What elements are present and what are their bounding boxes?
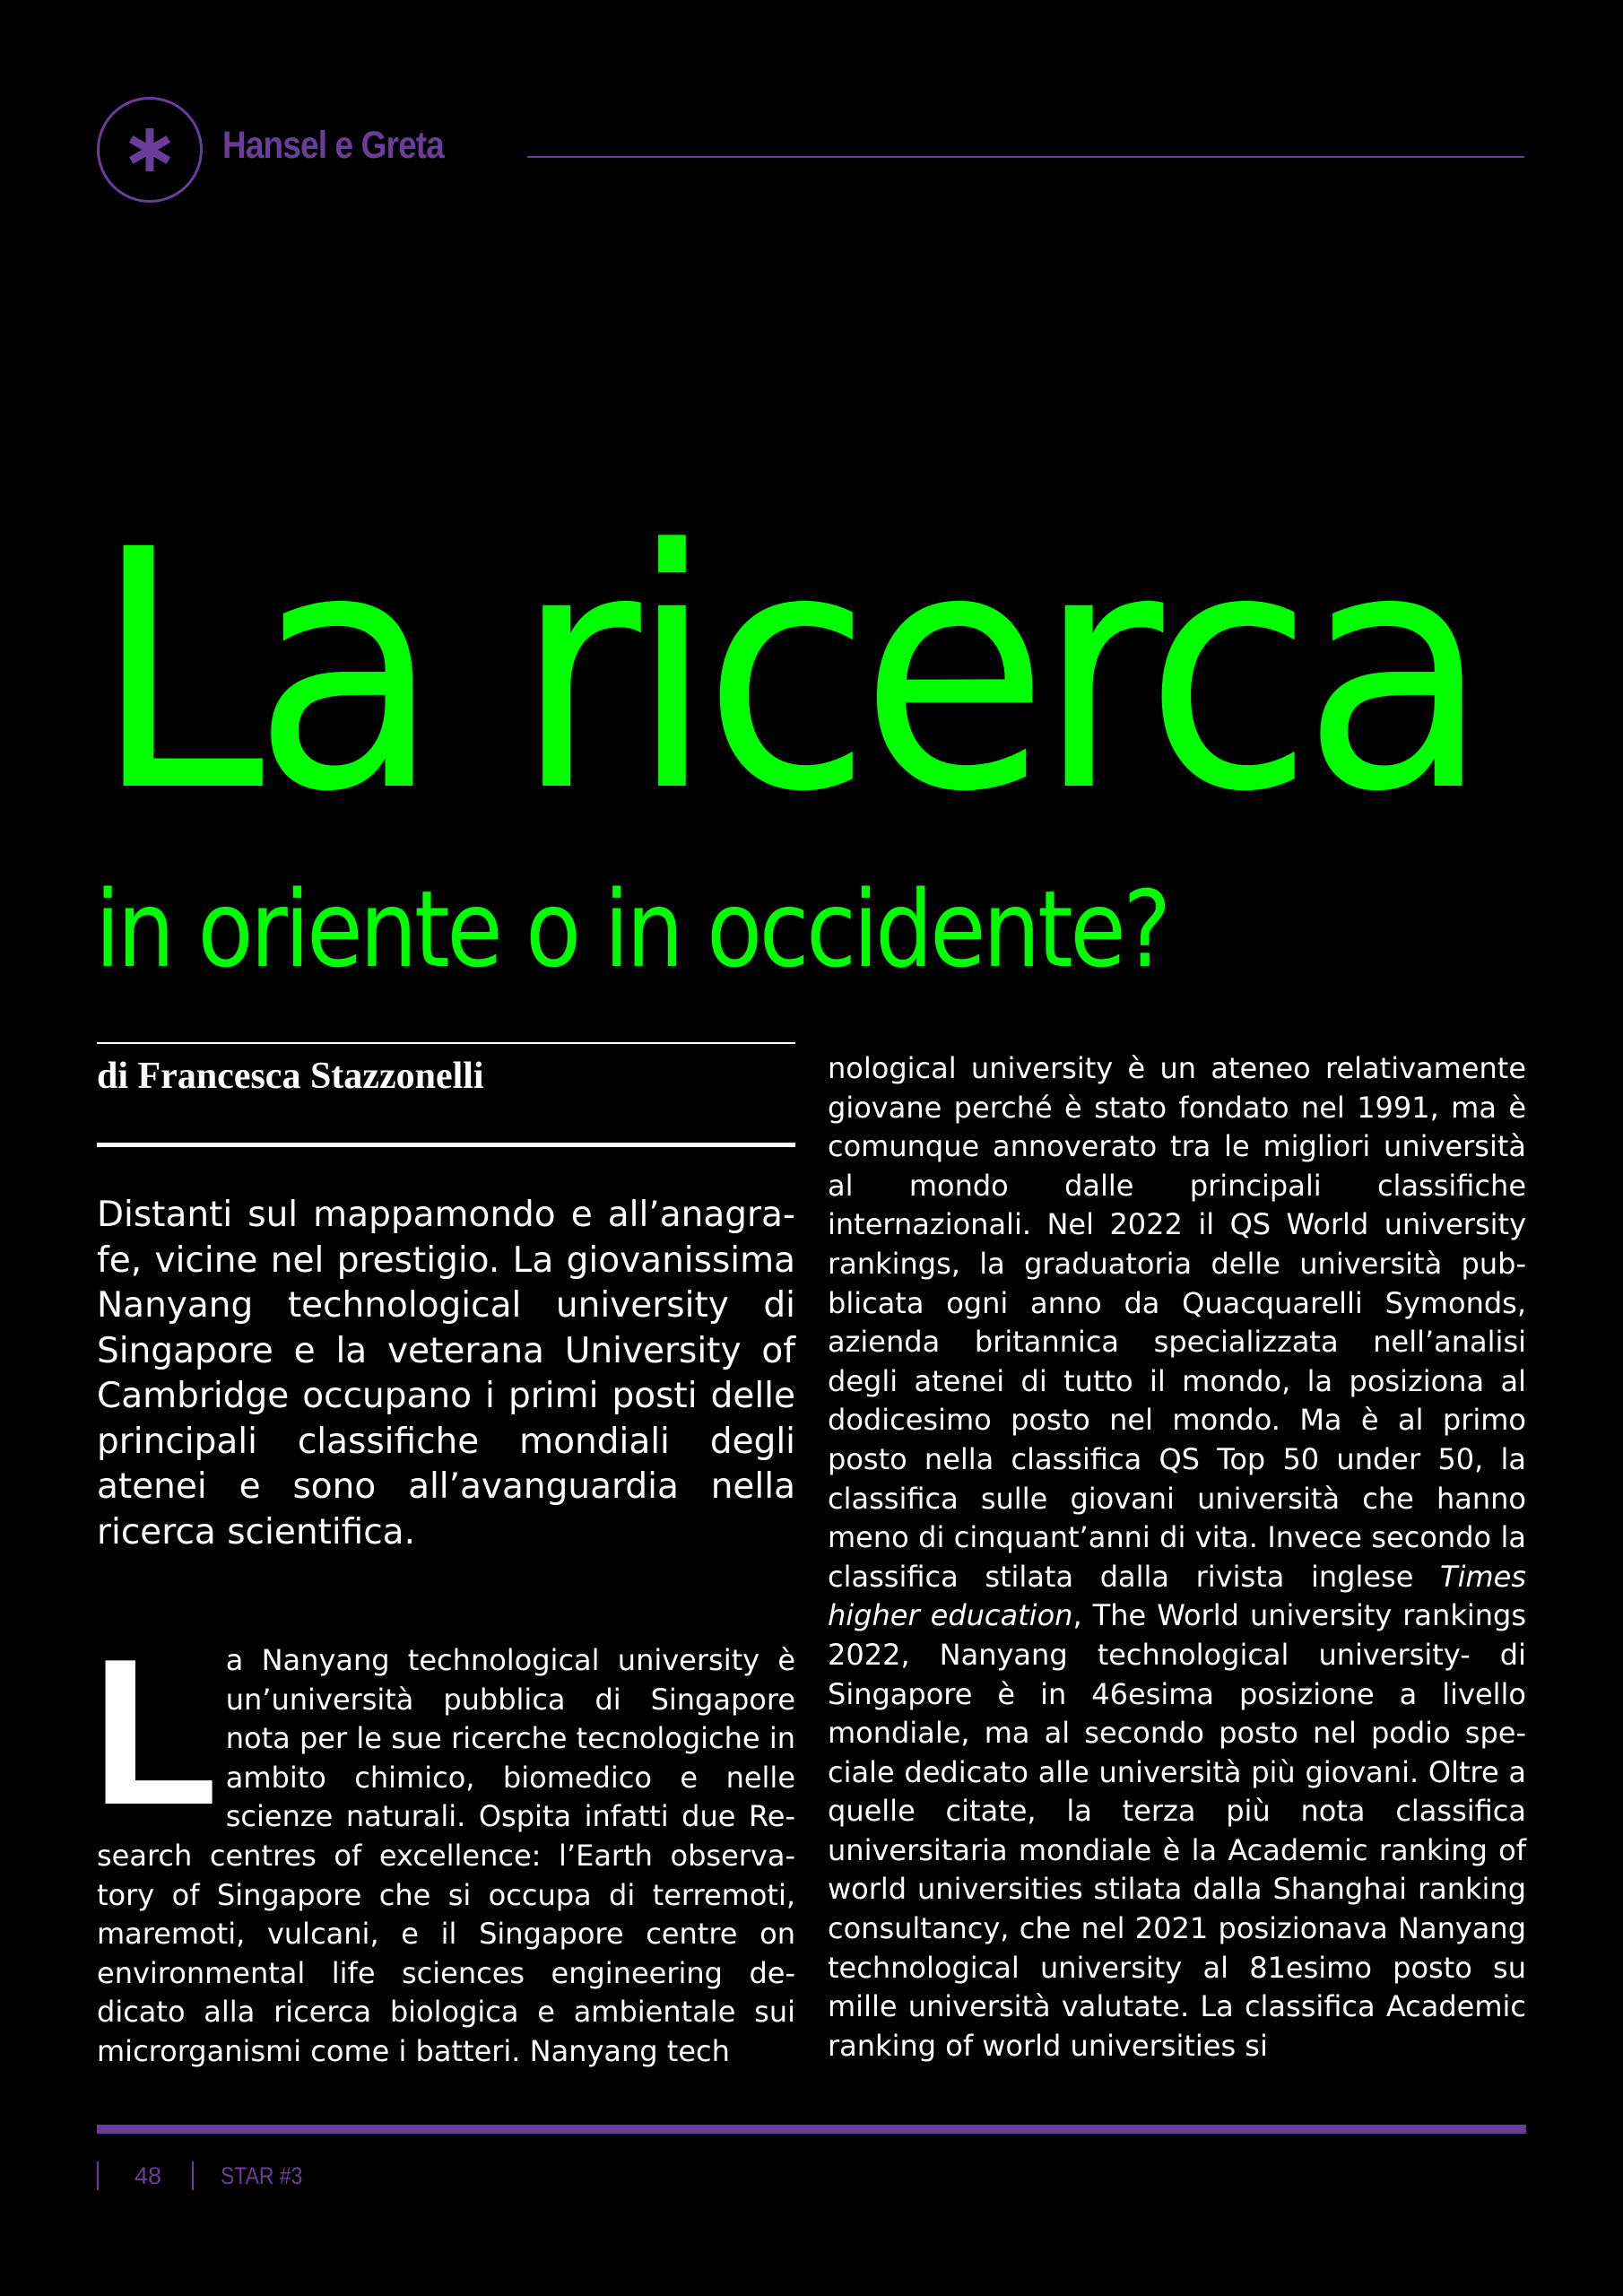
section-name: Hansel e Greta	[222, 124, 444, 167]
publication-name-italic: Times higher education	[828, 1559, 1526, 1633]
publication-label: STAR #3	[221, 2162, 303, 2189]
lead-paragraph: Distanti sul mappamondo e all’anagrafe, vicine nel prestigio. La giovanissima Nanyang technological university di Singapore e la veterana University of Cambridge occupano i primi posti delle principali classifiche mondiali degli atenei e sono all’avanguardia nella ricerca scientifica.	[97, 1195, 795, 1552]
asterisk-icon	[100, 100, 200, 200]
footer-divider	[192, 2161, 194, 2190]
footer-divider	[97, 2161, 99, 2190]
page-number: 48	[135, 2162, 162, 2189]
body-left-text: a Nanyang technological university è un’università pubblica di Singapore nota per le sue ricerche tecnologiche in ambito chimico, biomedico e nelle scienze naturali. Ospita infatti due Research centres of excellence: l’Earth observatory of Singapore che si occupa di terremoti, maremoti, vulcani, e il Singapore centre on environmental life sciences engineering dedicato alla ricerca biologica e ambientale sui microrganismi come i batteri. Nanyang tech	[97, 1643, 795, 2068]
byline-bottom-rule	[97, 1143, 795, 1147]
footer-rule	[97, 2125, 1526, 2134]
byline-top-rule	[97, 1042, 795, 1044]
body-column-right	[828, 1049, 1526, 2066]
body-right-text-2: , The World university rankings 2022, Nanyang technological university- di Singapore è in 46esima posizione a livello mondiale, ma al secondo posto nel podio speciale dedicato alle università più giovani. Oltre a quelle citate, la terza più nota classifica universitaria mondiale è la Academic ranking of world universities stilata dalla Shanghai ranking consultancy, che nel 2021 posizionava Nanyang technological university al 81esimo posto su mille università valutate. La classifica Academic ranking of world universities si	[828, 1598, 1527, 2063]
section-logo	[97, 97, 203, 203]
header-divider	[527, 156, 1524, 158]
byline: di Francesca Stazzonelli	[97, 1056, 484, 1097]
body-column-left	[91, 1616, 795, 2072]
drop-cap: L	[91, 1616, 213, 1848]
body-right-text-1: nological university è un ateneo relativamente giovane perché è stato fondato nel 1991, ma è comunque annoverato tra le migliori università al mondo dalle principali classifiche internazionali. Nel 2022 il QS World university rankings, la graduatoria delle università pubblicata ogni anno da Quacquarelli Symonds, azienda britannica specializzata nell’analisi degli atenei di tutto il mondo, la posiziona al dodicesimo posto nel mondo. Ma è al primo posto nella classifica QS Top 50 under 50, la classifica sulle giovani università che hanno meno di cinquant’anni di vita. Invece secondo la classifica stilata dalla rivista inglese	[828, 1051, 1526, 1594]
article-subtitle: in oriente o in occidente?	[95, 867, 1168, 991]
article-title: La ricerca	[93, 479, 1479, 864]
